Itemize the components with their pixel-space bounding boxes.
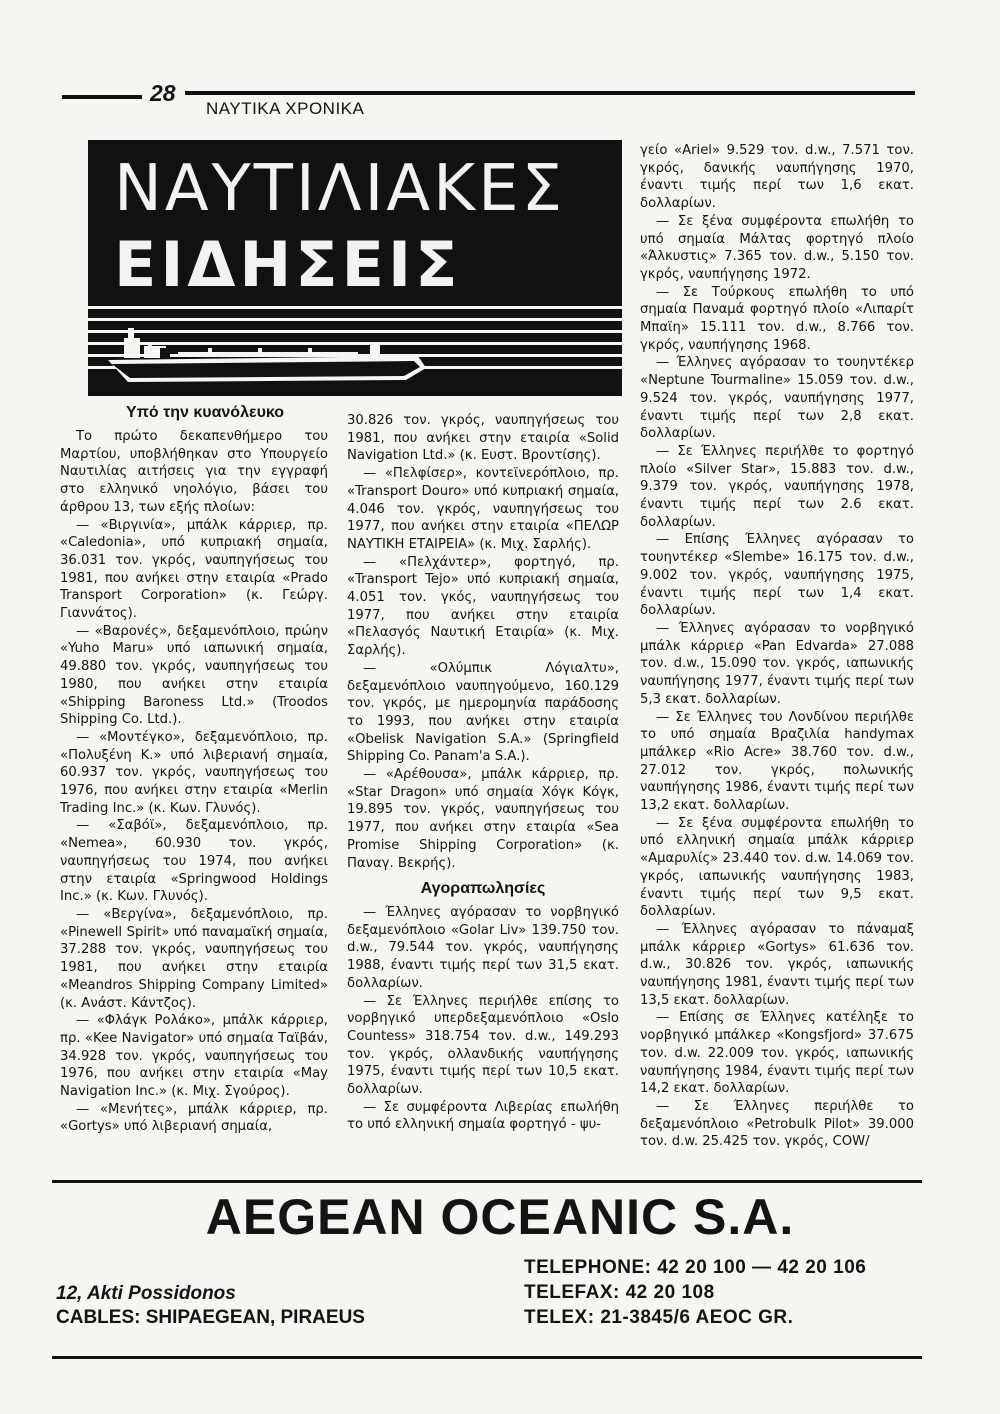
running-title: ΝΑΥΤΙΚΑ ΧΡΟΝΙΚΑ [206, 99, 365, 118]
header-rule-left [62, 95, 142, 99]
section-heading-registry: Υπό την κυανόλευκο [125, 404, 285, 421]
col2-paragraph: 30.826 τον. γκρός, ναυπηγήσεως του 1981, που ανήκει στην εταιρία «Solid Navigation Ltd.» (κ. Ευστ. Βροντίσης). [347, 413, 619, 464]
column-3 [640, 142, 914, 1151]
ad-company-name: AEGEAN OCEANIC S.A. [205, 1189, 795, 1245]
col1-paragraph: — «Μοντέγκο», δεξαμενόπλοιο, πρ. «Πολυξένη Κ.» υπό λιβεριανή σημαία, 60.937 τον. γκρός, ναυπηγήσεως του 1976, που ανήκει στην εταιρία «Merlin Trading Inc.» (κ. Κων. Γλυνός). [60, 729, 328, 816]
ad-cables: CABLES: SHIPAEGEAN, PIRAEUS [56, 1307, 365, 1328]
col3-paragraph: — Σε Έλληνες περιήλθε το δεξαμενόπλοιο «Petrobulk Pilot» 39.000 τον. d.w. 25.425 τον. γκρός, COW/ [640, 1098, 914, 1150]
col1-paragraph: — «Μενήτες», μπάλκ κάρριερ, πρ. «Gortys» υπό λιβεριανή σημαία, [60, 1101, 328, 1135]
col3-paragraph: — Σε ξένα συμφέροντα επωλήθη το υπό ελληνική σημαία μπάλκ κάρριερ «Αμαρυλίς» 23.440 τον. d.w. 14.069 τον. γκρός, ιαπωνικής ναυπήγησης 1983, έναντι τιμής περί των 9,5 εκατ. δολλαρίων. [640, 815, 914, 920]
col3-paragraph: — Σε Έλληνες του Λονδίνου περιήλθε το υπό σημαία Βραζιλία handymax μπάλκερ «Rio Acre» 38.760 τον. d.w., 27.012 τον. γκρός, πολωνικής ναυπήγησης 1986, έναντι τιμής περί των 13,2 εκατ. δολλαρίων. [640, 709, 914, 814]
col3-paragraph: — Επίσης Έλληνες αγόρασαν το τουηντέκερ «Slembe» 16.175 τον. d.w., 9.002 τον. γκρός, ναυπήγησης 1975, έναντι τιμής περί των 1,4 εκατ. δολλαρίων. [640, 532, 914, 619]
col1-paragraph: — «Βαρονές», δεξαμενόπλοιο, πρώην «Yuho Maru» υπό ιαπωνική σημαία, 49.880 τον. γκρός, ναυπηγήσεως του 1980, που ανήκει στην εταιρία «Shipping Baroness Ltd.» (Troodos Shipping Co. Ltd.). [60, 623, 328, 728]
col1-paragraph: — «Φλάγκ Ρολάκο», μπάλκ κάρριερ, πρ. «Kee Navigator» υπό σημαία Ταϊβάν, 34.928 τον. γκρός, ναυπηγήσεως του 1976, που ανήκει στην εταιρία «May Navigation Inc.» (κ. Μιχ. Σγούρος). [60, 1013, 328, 1100]
column-2 [347, 412, 619, 1134]
col3-paragraph: — Σε ξένα συμφέροντα επωλήθη το υπό σημαία Μάλτας φορτηγό πλοίο «Άλκυστις» 7.365 τον. d.w., 5.150 τον. γκρός, ναυπήγησης 1972. [640, 213, 914, 282]
col3-paragraph: — Έλληνες αγόρασαν το νορβηγικό μπάλκ κάρριερ «Pan Edvarda» 27.088 τον. d.w., 15.090 τον. γκρός, ιαπωνικής ναυπήγησης 1977, έναντι τιμής περί των 5,3 εκατ. δολλαρίων. [640, 620, 914, 707]
ad-address: 12, Akti Possidonos [56, 1283, 236, 1304]
ship-icon [88, 298, 622, 396]
col3-paragraph: γείο «Ariel» 9.529 τον. d.w., 7.571 τον. γκρός, δανικής ναυπήγησης 1970, έναντι τιμής περί των 1,6 εκατ. δολλαρίων. [640, 143, 914, 212]
col3-paragraph: — Επίσης σε Έλληνες κατέληξε το νορβηγικό μπάλκερ «Kongsfjord» 37.675 τον. d.w. 22.009 τον. γκρός, ιαπωνικής ναυπήγησης 1984, έναντι τιμής περί των 14,2 εκατ. δολλαρίων. [640, 1010, 914, 1097]
column-1 [60, 428, 328, 1136]
ad-telex: TELEX: 21-3845/6 AEOC GR. [524, 1307, 794, 1328]
ad-contact-block [524, 1255, 866, 1330]
masthead-title-line2: ΕΙΔΗΣΕΙΣ [114, 228, 462, 301]
section-heading-sales: Αγοραπωλησίες [420, 880, 546, 898]
ad-telephone: TELEPHONE: 42 20 100 — 42 20 106 [524, 1257, 867, 1278]
page-number: 28 [150, 80, 176, 106]
header-rule-right [185, 91, 915, 95]
col2-paragraph: — Έλληνες αγόρασαν το νορβηγικό δεξαμενόπλοιο «Golar Liv» 139.750 τον. d.w., 79.544 τον. γκρός, ναυπήγησης 1988, έναντι τιμής περί των 31,5 εκατ. δολλαρίων. [347, 904, 619, 991]
col2-paragraph: — «Πελφίσερ», κοντεϊνερόπλοιο, πρ. «Transport Douro» υπό κυπριακή σημαία, 4.046 τον. γκρός, ναυπηγήσεως του 1977, που ανήκει στην εταιρία «ΠΕΛΩΡ ΝΑΥΤΙΚΗ ΕΤΑΙΡΕΙΑ» (κ. Μιχ. Σαρλής). [347, 466, 619, 552]
col1-paragraph: — «Βιργινία», μπάλκ κάρριερ, πρ. «Caledonia», υπό κυπριακή σημαία, 36.031 τον. γκρός, ναυπηγήσεως του 1981, που ανήκει στην εταιρία «Prado Transport Corporation» (κ. Γεώργ. Γιαννάτος). [60, 517, 328, 622]
col2-paragraph: — «Ολύμπικ Λόγιαλτυ», δεξαμενόπλοιο ναυπηγούμενο, 160.129 τον. γκρός, με ημερομηνία παράδοσης το 1993, που ανήκει στην εταιρία «Obelisk Navigation S.A.» (Springfield Shipping Co. Panam'a S.A.). [347, 660, 619, 765]
ad-top-rule [52, 1180, 922, 1183]
col2-paragraph: — «Πελχάντερ», φορτηγό, πρ. «Transport Tejo» υπό κυπριακή σημαία, 4.051 τον. γκός, ναυπηγήσεως του 1977, που ανήκει στην εταιρία «Πελασγός Ναυτική Εταιρία» (κ. Μιχ. Σαρλής). [347, 554, 619, 659]
ad-bottom-rule [52, 1356, 922, 1359]
col1-paragraph: — «Βεργίνα», δεξαμενόπλοιο, πρ. «Pinewell Spirit» υπό παναμαϊκή σημαία, 37.288 τον. γκρός, ναυπηγήσεως του 1981, που ανήκει στην εταιρία «Meandros Shipping Company Limited» (κ. Ανάστ. Κάντζος). [60, 906, 328, 1011]
col3-paragraph: — Σε Τούρκους επωλήθη το υπό σημαία Παναμά φορτηγό πλοίο «Λιπαρίτ Μπαϊη» 15.111 τον. d.w., 8.766 τον. γκρός, ναυπήγησης 1968. [640, 284, 914, 353]
col2-paragraph: — Σε Έλληνες περιήλθε επίσης το νορβηγικό υπερδεξαμενόπλοιο «Oslo Countess» 318.754 τον. d.w., 149.293 τον. γκρός, ολλανδικής ναυπήγησης 1975, έναντι τιμής περί των 10,5 εκατ. δολλαρίων. [347, 993, 619, 1098]
col3-paragraph: — Έλληνες αγόρασαν το πάναμαξ μπάλκ κάρριερ «Gortys» 61.636 τον. d.w., 30.826 τον. γκρός, ιαπωνικής ναυπήγησης 1981, έναντι τιμής περί των 13,5 εκατ. δολλαρίων. [640, 921, 914, 1008]
col3-paragraph: — Έλληνες αγόρασαν το τουηντέκερ «Neptune Tourmaline» 15.059 τον. d.w., 9.524 τον. γκρός, ναυπήγησης 1977, έναντι τιμής περί των 2,8 εκατ. δολλαρίων. [640, 355, 914, 442]
col3-paragraph: — Σε Έλληνες περιήλθε το φορτηγό πλοίο «Silver Star», 15.883 τον. d.w., 9.379 τον. γκρός, ναυπήγησης 1978, έναντι τιμής περί των 2.6 εκατ. δολλαρίων. [640, 443, 914, 530]
masthead-title-line1: ΝΑΥΤΙΛΙΑΚΕΣ [114, 152, 565, 226]
col2-paragraph: — Σε συμφέροντα Λιβερίας επωλήθη το υπό ελληνική σημαία φορτηγό - ψυ- [347, 1099, 619, 1133]
col1-paragraph: — «Σαβόϊ», δεξαμενόπλοιο, πρ. «Nemea», 60.930 τον. γκρός, ναυπηγήσεως του 1974, που ανήκει στην εταιρία «Springwood Holdings Inc.» (κ. Κων. Γλυνός). [60, 818, 328, 905]
masthead-banner [88, 140, 622, 396]
col2-paragraph: — «Αρέθουσα», μπάλκ κάρριερ, πρ. «Star Dragon» υπό σημαία Χόγκ Κόγκ, 19.895 τον. γκρός, ναυπηγήσεως του 1977, που ανήκει στην εταιρία «Sea Promise Shipping Corporation» (κ. Παναγ. Βεκρής). [347, 767, 619, 871]
ad-address-block [56, 1282, 365, 1330]
ad-telefax: TELEFAX: 42 20 108 [524, 1282, 715, 1303]
col1-paragraph: Το πρώτο δεκαπενθήμερο του Μαρτίου, υποβλήθηκαν στο Υπουργείο Ναυτιλίας αιτήσεις για την εγγραφή στο ελληνικό νηολόγιο, βάσει του άρθρου 13, των εξής πλοίων: [60, 429, 328, 515]
